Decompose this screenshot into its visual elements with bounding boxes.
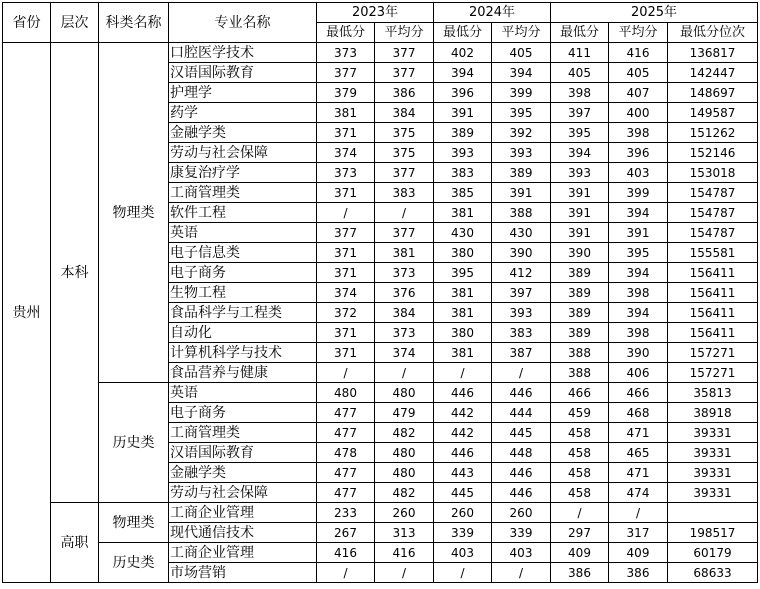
header-category: 科类名称 xyxy=(99,3,169,43)
score-cell-y2025-avg: 405 xyxy=(609,63,668,83)
header-year-2024: 2024年 xyxy=(434,3,551,23)
score-cell-y2025-avg: 465 xyxy=(609,443,668,463)
major-name-cell: 市场营销 xyxy=(169,563,317,583)
major-name-cell: 汉语国际教育 xyxy=(169,63,317,83)
score-cell-y2023-min: 373 xyxy=(317,43,375,63)
score-cell-y2023-min: 374 xyxy=(317,143,375,163)
score-cell-y2023-avg: 375 xyxy=(375,123,434,143)
score-cell-y2025-min: 297 xyxy=(551,523,609,543)
major-name-cell: 工商企业管理 xyxy=(169,503,317,523)
major-name-cell: 劳动与社会保障 xyxy=(169,143,317,163)
category-cell: 历史类 xyxy=(99,543,169,583)
score-cell-y2024-avg: 403 xyxy=(492,543,551,563)
score-cell-y2025-min: 390 xyxy=(551,243,609,263)
header-row-years xyxy=(3,3,758,23)
score-cell-y2024-min: 383 xyxy=(434,163,492,183)
score-cell-y2025-avg: 390 xyxy=(609,343,668,363)
score-cell-y2024-min: 402 xyxy=(434,43,492,63)
score-cell-y2024-avg: 430 xyxy=(492,223,551,243)
score-cell-y2025-rank: 154787 xyxy=(668,183,758,203)
score-cell-y2024-min: 394 xyxy=(434,63,492,83)
major-name-cell: 食品营养与健康 xyxy=(169,363,317,383)
score-cell-y2025-min: 394 xyxy=(551,143,609,163)
score-cell-y2025-rank: 152146 xyxy=(668,143,758,163)
score-cell-y2025-avg: 474 xyxy=(609,483,668,503)
major-name-cell: 工商企业管理 xyxy=(169,543,317,563)
score-cell-y2025-min: 409 xyxy=(551,543,609,563)
score-cell-y2023-min: 377 xyxy=(317,63,375,83)
score-cell-y2025-avg: 394 xyxy=(609,263,668,283)
score-cell-y2025-rank: 148697 xyxy=(668,83,758,103)
score-cell-y2024-min: 446 xyxy=(434,383,492,403)
score-cell-y2025-avg: 416 xyxy=(609,43,668,63)
score-cell-y2025-avg: 406 xyxy=(609,363,668,383)
score-cell-y2025-avg: 403 xyxy=(609,163,668,183)
score-cell-y2024-avg: 445 xyxy=(492,423,551,443)
score-cell-y2024-min: 385 xyxy=(434,183,492,203)
score-cell-y2025-min: 397 xyxy=(551,103,609,123)
score-cell-y2025-rank: 157271 xyxy=(668,363,758,383)
score-cell-y2025-min: 458 xyxy=(551,463,609,483)
score-cell-y2025-min: 391 xyxy=(551,183,609,203)
score-cell-y2023-avg: 383 xyxy=(375,183,434,203)
score-cell-y2025-avg: 386 xyxy=(609,563,668,583)
score-cell-y2024-avg: / xyxy=(492,563,551,583)
score-cell-y2024-avg: 339 xyxy=(492,523,551,543)
header-year-2025: 2025年 xyxy=(551,3,758,23)
score-cell-y2025-avg: 399 xyxy=(609,183,668,203)
table-row xyxy=(3,503,758,523)
score-cell-y2023-avg: 386 xyxy=(375,83,434,103)
score-cell-y2023-min: / xyxy=(317,203,375,223)
score-cell-y2025-avg: 468 xyxy=(609,403,668,423)
score-cell-y2024-min: 443 xyxy=(434,463,492,483)
score-cell-y2025-rank: 156411 xyxy=(668,263,758,283)
score-cell-y2023-avg: 377 xyxy=(375,63,434,83)
score-cell-y2025-avg: 398 xyxy=(609,123,668,143)
score-cell-y2024-avg: 387 xyxy=(492,343,551,363)
score-cell-y2023-avg: 479 xyxy=(375,403,434,423)
score-cell-y2023-avg: 480 xyxy=(375,463,434,483)
score-cell-y2024-min: 381 xyxy=(434,283,492,303)
score-cell-y2024-min: 381 xyxy=(434,343,492,363)
score-cell-y2023-avg: / xyxy=(375,203,434,223)
score-cell-y2024-avg: 383 xyxy=(492,323,551,343)
score-cell-y2025-avg: 466 xyxy=(609,383,668,403)
score-cell-y2025-avg: 471 xyxy=(609,423,668,443)
score-cell-y2023-avg: 260 xyxy=(375,503,434,523)
major-name-cell: 电子商务 xyxy=(169,263,317,283)
score-cell-y2025-rank: 38918 xyxy=(668,403,758,423)
level-cell: 高职 xyxy=(51,503,99,583)
score-cell-y2024-avg: 448 xyxy=(492,443,551,463)
header-2023-min: 最低分 xyxy=(317,23,375,43)
score-cell-y2023-min: 374 xyxy=(317,283,375,303)
major-name-cell: 电子信息类 xyxy=(169,243,317,263)
score-cell-y2023-avg: / xyxy=(375,563,434,583)
score-cell-y2025-avg: 391 xyxy=(609,223,668,243)
table-row xyxy=(3,383,758,403)
major-name-cell: 汉语国际教育 xyxy=(169,443,317,463)
major-name-cell: 自动化 xyxy=(169,323,317,343)
score-cell-y2024-avg: 397 xyxy=(492,283,551,303)
score-cell-y2023-min: 477 xyxy=(317,403,375,423)
score-cell-y2025-rank: 60179 xyxy=(668,543,758,563)
major-name-cell: 食品科学与工程类 xyxy=(169,303,317,323)
table-body xyxy=(3,43,758,583)
score-cell-y2025-min: 459 xyxy=(551,403,609,423)
province-cell: 贵州 xyxy=(3,43,51,583)
score-cell-y2024-avg: 446 xyxy=(492,463,551,483)
score-cell-y2023-min: 381 xyxy=(317,103,375,123)
score-cell-y2023-min: / xyxy=(317,563,375,583)
score-cell-y2023-avg: 416 xyxy=(375,543,434,563)
category-cell: 物理类 xyxy=(99,43,169,383)
major-name-cell: 口腔医学技术 xyxy=(169,43,317,63)
score-cell-y2023-min: 371 xyxy=(317,323,375,343)
score-cell-y2024-avg: 405 xyxy=(492,43,551,63)
score-cell-y2023-min: 477 xyxy=(317,463,375,483)
score-cell-y2025-rank: 149587 xyxy=(668,103,758,123)
score-cell-y2025-rank: 35813 xyxy=(668,383,758,403)
score-cell-y2025-rank: 151262 xyxy=(668,123,758,143)
score-cell-y2024-min: 391 xyxy=(434,103,492,123)
score-cell-y2025-rank: 39331 xyxy=(668,423,758,443)
score-cell-y2025-rank: 154787 xyxy=(668,223,758,243)
header-province: 省份 xyxy=(3,3,51,43)
header-2023-avg: 平均分 xyxy=(375,23,434,43)
score-cell-y2024-avg: 444 xyxy=(492,403,551,423)
header-major: 专业名称 xyxy=(169,3,317,43)
score-cell-y2025-avg: 396 xyxy=(609,143,668,163)
score-cell-y2024-min: 445 xyxy=(434,483,492,503)
score-cell-y2025-min: 458 xyxy=(551,443,609,463)
score-cell-y2023-min: 233 xyxy=(317,503,375,523)
header-2024-avg: 平均分 xyxy=(492,23,551,43)
score-cell-y2023-avg: 377 xyxy=(375,223,434,243)
score-cell-y2025-min: 391 xyxy=(551,223,609,243)
score-cell-y2024-avg: 392 xyxy=(492,123,551,143)
major-name-cell: 金融学类 xyxy=(169,123,317,143)
score-cell-y2024-min: 442 xyxy=(434,423,492,443)
score-cell-y2024-avg: 399 xyxy=(492,83,551,103)
score-cell-y2024-avg: 446 xyxy=(492,383,551,403)
score-cell-y2023-avg: 482 xyxy=(375,423,434,443)
score-cell-y2025-min: 458 xyxy=(551,423,609,443)
score-cell-y2024-avg: 394 xyxy=(492,63,551,83)
score-cell-y2024-min: 380 xyxy=(434,323,492,343)
score-cell-y2025-rank: 154787 xyxy=(668,203,758,223)
score-cell-y2023-avg: 381 xyxy=(375,243,434,263)
category-cell: 物理类 xyxy=(99,503,169,543)
score-cell-y2024-min: 380 xyxy=(434,243,492,263)
score-cell-y2025-rank: 39331 xyxy=(668,463,758,483)
major-name-cell: 工商管理类 xyxy=(169,183,317,203)
score-cell-y2024-min: / xyxy=(434,363,492,383)
score-cell-y2023-avg: 482 xyxy=(375,483,434,503)
major-name-cell: 工商管理类 xyxy=(169,423,317,443)
score-cell-y2025-min: 398 xyxy=(551,83,609,103)
score-cell-y2025-rank: 136817 xyxy=(668,43,758,63)
score-cell-y2023-avg: 374 xyxy=(375,343,434,363)
score-cell-y2023-avg: 373 xyxy=(375,263,434,283)
major-name-cell: 电子商务 xyxy=(169,403,317,423)
score-cell-y2023-avg: 480 xyxy=(375,383,434,403)
score-cell-y2024-avg: 393 xyxy=(492,143,551,163)
score-cell-y2025-rank: 157271 xyxy=(668,343,758,363)
score-cell-y2024-min: 430 xyxy=(434,223,492,243)
score-cell-y2024-avg: 391 xyxy=(492,183,551,203)
score-cell-y2025-min: 389 xyxy=(551,303,609,323)
score-cell-y2025-min: 388 xyxy=(551,363,609,383)
score-cell-y2025-min: 391 xyxy=(551,203,609,223)
score-cell-y2025-rank: 156411 xyxy=(668,283,758,303)
score-cell-y2023-avg: 480 xyxy=(375,443,434,463)
score-cell-y2024-avg: 390 xyxy=(492,243,551,263)
major-name-cell: 计算机科学与技术 xyxy=(169,343,317,363)
score-cell-y2023-min: 477 xyxy=(317,423,375,443)
score-cell-y2023-min: 371 xyxy=(317,243,375,263)
score-cell-y2023-avg: / xyxy=(375,363,434,383)
header-2025-min-rank: 最低分位次 xyxy=(668,23,758,43)
score-cell-y2024-avg: 260 xyxy=(492,503,551,523)
score-cell-y2023-avg: 373 xyxy=(375,323,434,343)
score-cell-y2023-min: 373 xyxy=(317,163,375,183)
score-cell-y2023-min: 379 xyxy=(317,83,375,103)
score-cell-y2023-avg: 377 xyxy=(375,163,434,183)
score-cell-y2025-min: 389 xyxy=(551,283,609,303)
score-cell-y2023-avg: 313 xyxy=(375,523,434,543)
major-name-cell: 生物工程 xyxy=(169,283,317,303)
score-cell-y2025-min: 389 xyxy=(551,323,609,343)
score-cell-y2023-min: / xyxy=(317,363,375,383)
major-name-cell: 康复治疗学 xyxy=(169,163,317,183)
major-name-cell: 护理学 xyxy=(169,83,317,103)
score-cell-y2024-avg: 389 xyxy=(492,163,551,183)
score-cell-y2025-avg: 394 xyxy=(609,303,668,323)
score-cell-y2023-min: 371 xyxy=(317,123,375,143)
score-cell-y2025-min: / xyxy=(551,503,609,523)
score-cell-y2025-avg: 471 xyxy=(609,463,668,483)
score-cell-y2025-avg: / xyxy=(609,503,668,523)
score-cell-y2025-min: 389 xyxy=(551,263,609,283)
score-cell-y2024-min: 260 xyxy=(434,503,492,523)
level-cell: 本科 xyxy=(51,43,99,503)
score-cell-y2023-min: 480 xyxy=(317,383,375,403)
major-name-cell: 药学 xyxy=(169,103,317,123)
score-cell-y2024-min: 393 xyxy=(434,143,492,163)
score-cell-y2025-min: 386 xyxy=(551,563,609,583)
score-cell-y2023-avg: 375 xyxy=(375,143,434,163)
score-cell-y2024-min: 389 xyxy=(434,123,492,143)
score-cell-y2025-rank: 39331 xyxy=(668,483,758,503)
score-cell-y2023-avg: 377 xyxy=(375,43,434,63)
score-cell-y2025-min: 458 xyxy=(551,483,609,503)
score-cell-y2025-rank: 198517 xyxy=(668,523,758,543)
category-cell: 历史类 xyxy=(99,383,169,503)
header-2025-avg: 平均分 xyxy=(609,23,668,43)
score-cell-y2025-min: 466 xyxy=(551,383,609,403)
score-cell-y2023-min: 267 xyxy=(317,523,375,543)
score-cell-y2023-avg: 376 xyxy=(375,283,434,303)
score-cell-y2024-min: 446 xyxy=(434,443,492,463)
score-cell-y2025-rank: 153018 xyxy=(668,163,758,183)
score-cell-y2023-avg: 384 xyxy=(375,103,434,123)
score-cell-y2024-avg: 446 xyxy=(492,483,551,503)
score-cell-y2025-avg: 317 xyxy=(609,523,668,543)
score-cell-y2023-min: 416 xyxy=(317,543,375,563)
score-cell-y2025-rank: 142447 xyxy=(668,63,758,83)
score-cell-y2025-min: 393 xyxy=(551,163,609,183)
score-cell-y2023-min: 371 xyxy=(317,183,375,203)
table-row xyxy=(3,43,758,63)
score-cell-y2024-min: 339 xyxy=(434,523,492,543)
score-cell-y2025-rank: 156411 xyxy=(668,323,758,343)
score-cell-y2023-min: 371 xyxy=(317,263,375,283)
score-cell-y2023-min: 478 xyxy=(317,443,375,463)
score-cell-y2023-avg: 384 xyxy=(375,303,434,323)
score-cell-y2024-avg: 388 xyxy=(492,203,551,223)
header-2024-min: 最低分 xyxy=(434,23,492,43)
score-cell-y2025-min: 405 xyxy=(551,63,609,83)
major-name-cell: 金融学类 xyxy=(169,463,317,483)
score-cell-y2025-avg: 395 xyxy=(609,243,668,263)
score-cell-y2024-min: 395 xyxy=(434,263,492,283)
major-name-cell: 英语 xyxy=(169,223,317,243)
table-row xyxy=(3,543,758,563)
score-cell-y2023-min: 377 xyxy=(317,223,375,243)
score-cell-y2025-min: 388 xyxy=(551,343,609,363)
score-cell-y2025-rank: 155581 xyxy=(668,243,758,263)
header-2025-min: 最低分 xyxy=(551,23,609,43)
score-cell-y2024-min: / xyxy=(434,563,492,583)
header-level: 层次 xyxy=(51,3,99,43)
header-year-2023: 2023年 xyxy=(317,3,434,23)
score-cell-y2025-avg: 407 xyxy=(609,83,668,103)
score-cell-y2024-min: 396 xyxy=(434,83,492,103)
score-cell-y2024-avg: 412 xyxy=(492,263,551,283)
score-cell-y2025-rank: 39331 xyxy=(668,443,758,463)
score-cell-y2023-min: 371 xyxy=(317,343,375,363)
major-name-cell: 英语 xyxy=(169,383,317,403)
score-cell-y2024-min: 442 xyxy=(434,403,492,423)
score-cell-y2024-avg: 393 xyxy=(492,303,551,323)
score-cell-y2025-avg: 398 xyxy=(609,323,668,343)
score-cell-y2023-min: 372 xyxy=(317,303,375,323)
admission-score-table xyxy=(2,2,758,583)
score-cell-y2024-min: 381 xyxy=(434,203,492,223)
score-cell-y2024-avg: / xyxy=(492,363,551,383)
score-cell-y2025-rank xyxy=(668,503,758,523)
major-name-cell: 软件工程 xyxy=(169,203,317,223)
score-cell-y2024-avg: 395 xyxy=(492,103,551,123)
score-cell-y2025-rank: 68633 xyxy=(668,563,758,583)
major-name-cell: 现代通信技术 xyxy=(169,523,317,543)
score-cell-y2025-avg: 394 xyxy=(609,203,668,223)
score-cell-y2025-rank: 156411 xyxy=(668,303,758,323)
score-cell-y2024-min: 381 xyxy=(434,303,492,323)
score-cell-y2023-min: 477 xyxy=(317,483,375,503)
score-cell-y2025-min: 395 xyxy=(551,123,609,143)
score-cell-y2025-min: 411 xyxy=(551,43,609,63)
score-cell-y2025-avg: 398 xyxy=(609,283,668,303)
score-cell-y2025-avg: 400 xyxy=(609,103,668,123)
score-cell-y2025-avg: 409 xyxy=(609,543,668,563)
major-name-cell: 劳动与社会保障 xyxy=(169,483,317,503)
score-cell-y2024-min: 403 xyxy=(434,543,492,563)
